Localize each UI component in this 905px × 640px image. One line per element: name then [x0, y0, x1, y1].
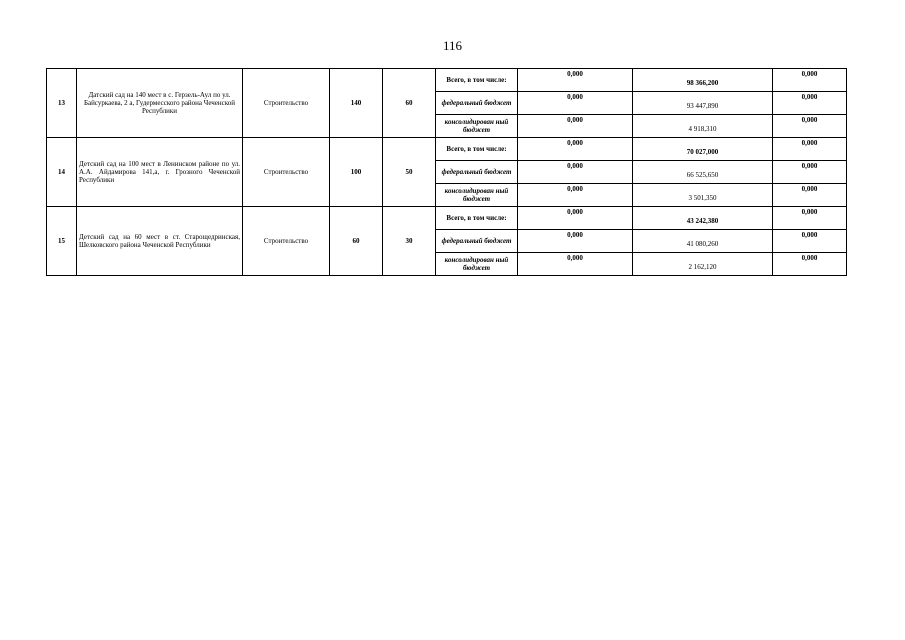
value-1: 0,000 — [518, 253, 633, 276]
row-number: 13 — [47, 69, 77, 138]
value-3: 0,000 — [773, 115, 847, 138]
value-1: 0,000 — [518, 92, 633, 115]
source-federal: федеральный бюджет — [436, 230, 518, 253]
source-total: Всего, в том числе: — [436, 207, 518, 230]
value-3: 0,000 — [773, 92, 847, 115]
capacity: 140 — [330, 69, 383, 138]
source-total: Всего, в том числе: — [436, 138, 518, 161]
object-name: Датский сад на 140 мест в с. Герзель-Аул по ул. Байсуркаева, 2 а, Гудермесского района Чеченской Республики — [77, 69, 243, 138]
table-row — [47, 207, 847, 230]
work-type: Строительство — [243, 207, 330, 276]
capacity: 60 — [330, 207, 383, 276]
value-2: 41 080,260 — [633, 230, 773, 253]
page-number: 116 — [442, 38, 463, 53]
value-3: 0,000 — [773, 253, 847, 276]
value-1: 0,000 — [518, 115, 633, 138]
value-1: 0,000 — [518, 207, 633, 230]
source-consolidated: консолидирован ный бюджет — [436, 253, 518, 276]
value-3: 0,000 — [773, 184, 847, 207]
value-3: 0,000 — [773, 207, 847, 230]
value-1: 0,000 — [518, 184, 633, 207]
value-2: 98 366,200 — [633, 69, 773, 92]
value-2: 2 162,120 — [633, 253, 773, 276]
source-consolidated: консолидирован ный бюджет — [436, 184, 518, 207]
value-3: 0,000 — [773, 161, 847, 184]
capacity-count: 50 — [383, 138, 436, 207]
value-1: 0,000 — [518, 161, 633, 184]
source-federal: федеральный бюджет — [436, 161, 518, 184]
object-name: Детский сад на 60 мест в ст. Старощедринская, Шелковского района Чеченской Республики — [77, 207, 243, 276]
value-2: 4 918,310 — [633, 115, 773, 138]
value-1: 0,000 — [518, 230, 633, 253]
value-2: 66 525,650 — [633, 161, 773, 184]
object-name: Детский сад на 100 мест в Ленинском районе по ул. А.А. Айдамирова 141,а, г. Грозного Чеченской Республики — [77, 138, 243, 207]
value-2: 70 027,000 — [633, 138, 773, 161]
source-federal: федеральный бюджет — [436, 92, 518, 115]
capacity-count: 60 — [383, 69, 436, 138]
value-1: 0,000 — [518, 138, 633, 161]
value-2: 3 501,350 — [633, 184, 773, 207]
value-2: 93 447,890 — [633, 92, 773, 115]
table-row — [47, 69, 847, 92]
value-3: 0,000 — [773, 230, 847, 253]
work-type: Строительство — [243, 138, 330, 207]
value-1: 0,000 — [518, 69, 633, 92]
value-2: 43 242,380 — [633, 207, 773, 230]
row-number: 14 — [47, 138, 77, 207]
table-row — [47, 138, 847, 161]
value-3: 0,000 — [773, 69, 847, 92]
row-number: 15 — [47, 207, 77, 276]
work-type: Строительство — [243, 69, 330, 138]
source-consolidated: консолидирован ный бюджет — [436, 115, 518, 138]
budget-table — [46, 68, 847, 276]
capacity-count: 30 — [383, 207, 436, 276]
value-3: 0,000 — [773, 138, 847, 161]
source-total: Всего, в том числе: — [436, 69, 518, 92]
capacity: 100 — [330, 138, 383, 207]
